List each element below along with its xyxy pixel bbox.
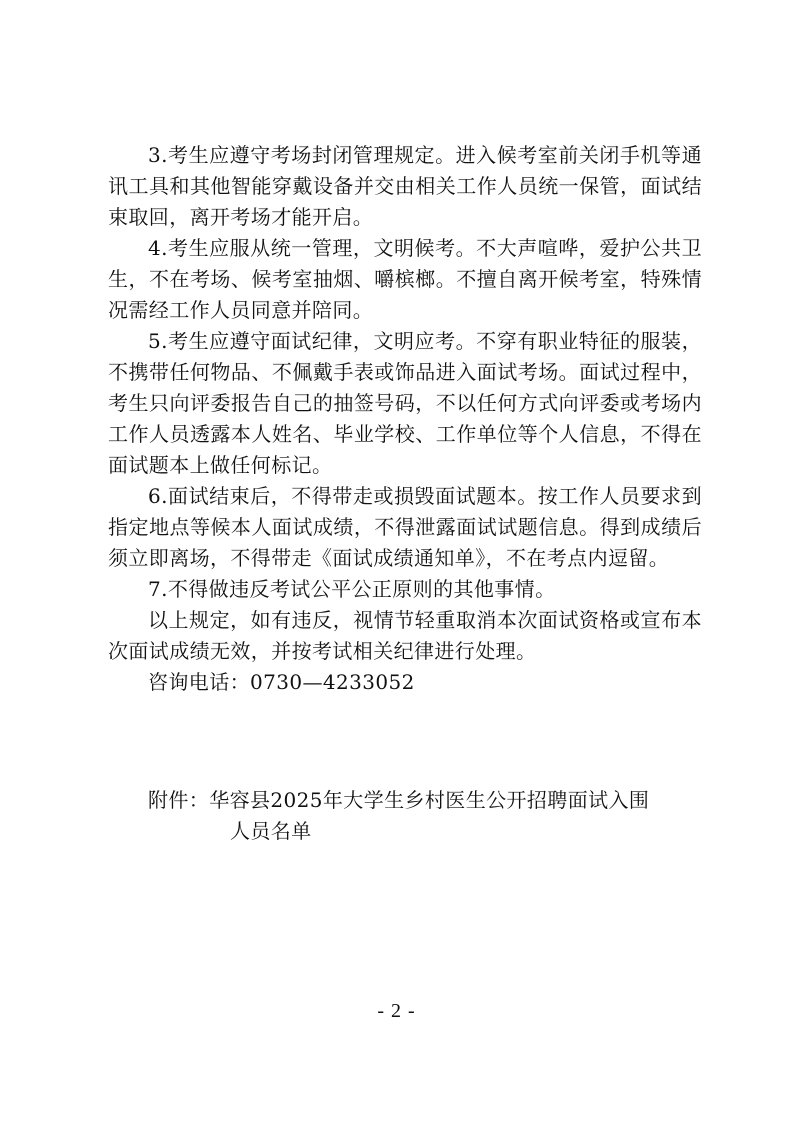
page-number: - 2 - xyxy=(377,1000,416,1022)
rule-paragraph-5: 5.考生应遵守面试纪律，文明应考。不穿有职业特征的服装，不携带任何物品、不佩戴手表或饰品进入面试考场。面试过程中，考生只向评委报告自己的抽签号码，不以任何方式向评委或考场内工作人员透露本人姓名、毕业学校、工作单位等个人信息，不得在面试题本上做任何标记。 xyxy=(108,329,702,477)
document-body xyxy=(108,140,702,698)
rule-paragraph-3: 3.考生应遵守考场封闭管理规定。进入候考室前关闭手机等通讯工具和其他智能穿戴设备并交由相关工作人员统一保管，面试结束取回，离开考场才能开启。 xyxy=(108,143,702,229)
contact-label: 咨询电话： xyxy=(148,670,250,694)
rule-paragraph-4: 4.考生应服从统一管理，文明候考。不大声喧哗，爱护公共卫生，不在考场、候考室抽烟、嚼槟榔。不擅自离开候考室，特殊情况需经工作人员同意并陪同。 xyxy=(108,236,702,322)
rule-paragraph-7: 7.不得做违反考试公平公正原则的其他事情。 xyxy=(148,577,556,601)
attachment-title-line2: 人员名单 xyxy=(230,819,312,843)
rule-paragraph-6: 6.面试结束后，不得带走或损毁面试题本。按工作人员要求到指定地点等候本人面试成绩，不得泄露面试试题信息。得到成绩后须立即离场，不得带走《面试成绩通知单》，不在考点内逗留。 xyxy=(108,484,702,570)
attachment-note xyxy=(148,785,708,847)
attachment-label: 附件： xyxy=(148,788,210,812)
attachment-title-line1: 华容县2025年大学生乡村医生公开招聘面试入围 xyxy=(209,788,650,812)
contact-phone: 0730—4233052 xyxy=(250,670,415,694)
violation-statement: 以上规定，如有违反，视情节轻重取消本次面试资格或宣布本次面试成绩无效，并按考试相关纪律进行处理。 xyxy=(108,608,702,663)
contact-line xyxy=(108,667,702,698)
